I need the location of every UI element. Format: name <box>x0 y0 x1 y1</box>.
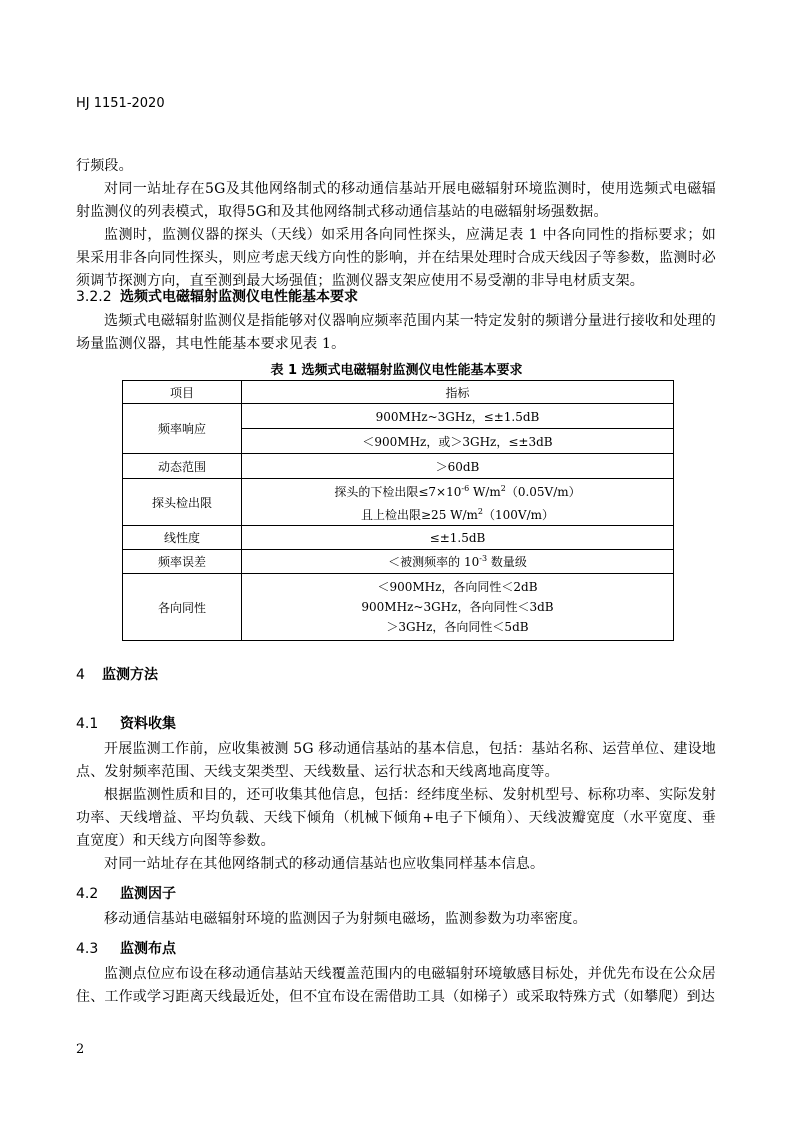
value-linearity: ≤±1.5dB <box>242 526 674 550</box>
section-number: 4.2 <box>76 886 99 902</box>
paragraph-selective-meter: 选频式电磁辐射监测仪是指能够对仪器响应频率范围内某一特定发射的频谱分量进行接收和处理的场量监测仪器，其电性能基本要求见表 1。 <box>76 313 716 352</box>
value-detection-limit <box>242 479 674 526</box>
header-indicator: 指标 <box>242 381 674 404</box>
page-number: 2 <box>76 1042 85 1057</box>
section-title: 资料收集 <box>120 716 176 732</box>
paragraph-other-info: 根据监测性质和目的，还可收集其他信息，包括：经纬度坐标、发射机型号、标称功率、实际发射功率、天线增益、平均负载、天线下倾角（机械下倾角+电子下倾角）、天线波瓣宽度（水平宽度、垂直宽度）和天线方向图等参数。 <box>76 787 716 849</box>
text: 探头的下检出限≤7×10 <box>334 485 462 499</box>
section-heading-4 <box>76 664 158 684</box>
table-row <box>123 574 674 641</box>
isotropy-line-3: ＞3GHz，各向同性＜5dB <box>386 620 529 634</box>
table-row <box>123 550 674 574</box>
value-freq-error <box>242 550 674 574</box>
section-title: 监测布点 <box>120 941 176 957</box>
table-row <box>123 526 674 550</box>
exponent: 2 <box>500 484 506 493</box>
section-heading-3-2-2 <box>76 286 358 306</box>
document-code: HJ 1151-2020 <box>76 96 165 111</box>
section-title: 选频式电磁辐射监测仪电性能基本要求 <box>120 289 358 305</box>
value-isotropy <box>242 574 674 641</box>
paragraph-probe-requirements: 监测时，监测仪器的探头（天线）如采用各向同性探头，应满足表 1 中各向同性的指标要求；如果采用非各向同性探头，则应考虑天线方向性的影响，并在结果处理时合成天线因子等参数，监测时必须调节探测方向，直至测到最大场强值；监测仪器支架应使用不易受潮的非导电材质支架。 <box>76 227 716 289</box>
text: ＜被测频率的 10 <box>388 555 480 569</box>
value-freq-response-2: ＜900MHz，或＞3GHz，≤±3dB <box>242 429 674 454</box>
table-row <box>123 479 674 526</box>
paragraph-5g-list-mode: 对同一站址存在5G及其他网络制式的移动通信基站开展电磁辐射环境监测时，使用选频式电磁辐射监测仪的列表模式，取得5G和及其他网络制式移动通信基站的电磁辐射场强数据。 <box>76 181 716 220</box>
section-number: 4.1 <box>76 716 99 732</box>
value-freq-response-1: 900MHz~3GHz，≤±1.5dB <box>242 404 674 429</box>
text: （100V/m） <box>483 508 554 522</box>
table-header-row <box>123 381 674 404</box>
table-row <box>123 404 674 429</box>
text: 数量级 <box>487 555 527 569</box>
item-freq-error: 频率误差 <box>123 550 242 574</box>
paragraph-monitoring-factor: 移动通信基站电磁辐射环境的监测因子为射频电磁场，监测参数为功率密度。 <box>104 911 587 927</box>
item-isotropy: 各向同性 <box>123 574 242 641</box>
exponent: -6 <box>461 484 470 493</box>
spec-table <box>122 380 674 641</box>
detection-limit-lower <box>242 479 673 502</box>
detection-limit-upper <box>242 502 673 525</box>
paragraph-continuation: 行频段。 <box>76 158 133 174</box>
text: W/m <box>469 485 501 499</box>
text: （0.05V/m） <box>505 485 581 499</box>
text: 且上检出限≥25 W/m <box>361 508 478 522</box>
section-title: 监测因子 <box>120 886 176 902</box>
item-linearity: 线性度 <box>123 526 242 550</box>
item-detection-limit: 探头检出限 <box>123 479 242 526</box>
exponent: -3 <box>479 554 488 563</box>
paragraph-basic-info: 开展监测工作前，应收集被测 5G 移动通信基站的基本信息，包括：基站名称、运营单位、建设地点、发射频率范围、天线支架类型、天线数量、运行状态和天线离地高度等。 <box>76 741 716 780</box>
isotropy-line-1: ＜900MHz，各向同性＜2dB <box>377 580 538 594</box>
header-item: 项目 <box>123 381 242 404</box>
section-heading-4-1 <box>76 713 176 733</box>
exponent: 2 <box>477 507 483 516</box>
table-row <box>123 454 674 479</box>
table-caption: 表 1 选频式电磁辐射监测仪电性能基本要求 <box>270 363 523 378</box>
section-number: 3.2.2 <box>76 289 112 305</box>
section-heading-4-2 <box>76 883 176 903</box>
value-dynamic-range: ＞60dB <box>242 454 674 479</box>
paragraph-same-site: 对同一站址存在其他网络制式的移动通信基站也应收集同样基本信息。 <box>104 856 545 872</box>
section-title: 监测方法 <box>102 667 158 683</box>
section-number: 4.3 <box>76 941 99 957</box>
item-freq-response: 频率响应 <box>123 404 242 454</box>
section-number: 4 <box>76 667 85 683</box>
paragraph-monitoring-points: 监测点位应布设在移动通信基站天线覆盖范围内的电磁辐射环境敏感目标处，并优先布设在公众居住、工作或学习距离天线最近处，但不宜布设在需借助工具（如梯子）或采取特殊方式（如攀爬）到达 <box>76 966 716 1005</box>
item-dynamic-range: 动态范围 <box>123 454 242 479</box>
section-heading-4-3 <box>76 938 176 958</box>
isotropy-line-2: 900MHz~3GHz，各向同性＜3dB <box>361 600 554 614</box>
